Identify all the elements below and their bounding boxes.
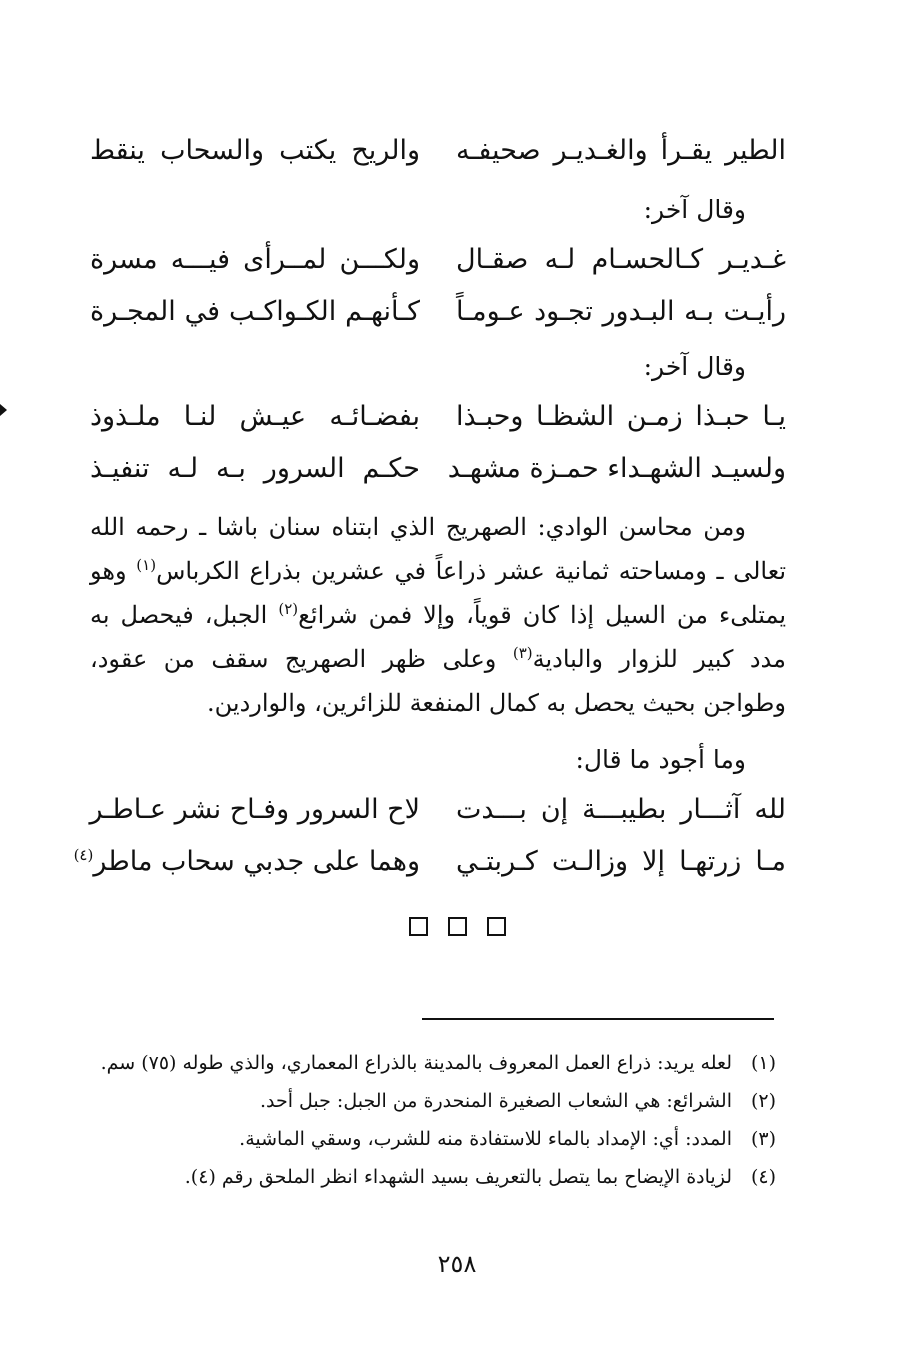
verse-first-hemistich: الطير يقـرأ والغـديـر صحيفـه	[456, 134, 786, 166]
prose-paragraph	[90, 505, 786, 725]
footnotes	[80, 1044, 776, 1196]
footnote	[80, 1082, 776, 1120]
paragraph-text: الجبل، فيحصل به مدد كبير للزوار والبادية	[90, 601, 786, 673]
footnote-divider	[422, 1018, 774, 1020]
paragraph-text: وهو يمتلىء من السيل إذا كان قوياً، وإلا فمن شرائع	[90, 557, 787, 629]
footnote	[80, 1120, 776, 1158]
square-ornament-icon	[448, 917, 467, 936]
verse-line	[90, 124, 786, 176]
verse-line	[90, 390, 786, 442]
verse-second-hemistich: لاح السرور وفـاح نشر عـاطـر	[89, 793, 420, 825]
footnote-number: (١)	[750, 1052, 776, 1074]
paragraph-text: وعلى ظهر الصهريج سقف من عقود، وطواجن بحيث يحصل به كمال المنفعة للزائرين، والواردين.	[90, 645, 786, 717]
footnote-ref[interactable]: (١)	[136, 556, 157, 574]
footnote-number: (٢)	[750, 1090, 776, 1112]
square-ornament-icon	[487, 917, 506, 936]
footnote	[80, 1158, 776, 1196]
footnote-number: (٣)	[750, 1128, 776, 1150]
verse-line	[90, 285, 786, 337]
verse-line	[73, 835, 786, 887]
footnote-text: لعله يريد: ذراع العمل المعروف بالمدينة بالذراع المعماري، والذي طوله (٧٥) سم.	[100, 1052, 732, 1074]
margin-arrow-icon	[0, 404, 7, 416]
verse-first-hemistich: ولسيـد الشهـداء حمـزة مشهـد	[447, 452, 786, 484]
verse-line	[90, 783, 786, 835]
verse-first-hemistich: مـا زرتهـا إلا وزالـت كـربتـي	[456, 845, 786, 877]
page-number: ٢٥٨	[437, 1250, 477, 1278]
verse-second-hemistich: كـأنهـم الكـواكـب في المجـرة	[90, 295, 420, 327]
verse-first-hemistich: يـا حبـذا زمـن الشظـا وحبـذا	[456, 400, 786, 432]
footnote-text: المدد: أي: الإمداد بالماء للاستفادة منه للشرب، وسقي الماشية.	[239, 1128, 732, 1150]
verse-first-hemistich: غـديـر كـالحسـام لـه صقـال	[456, 243, 786, 275]
verse-line	[90, 233, 786, 285]
verse-intro: وقال آخر:	[643, 195, 746, 224]
footnote	[80, 1044, 776, 1082]
verse-second-hemistich: بفضـائـه عيـش لنـا ملـذوذ	[90, 400, 420, 432]
footnote-ref[interactable]: (٤)	[73, 845, 94, 864]
footnote-number: (٤)	[750, 1166, 776, 1188]
footnote-text: الشرائع: هي الشعاب الصغيرة المنحدرة من الجبل: جبل أحد.	[259, 1090, 732, 1112]
footnote-ref[interactable]: (٣)	[512, 644, 533, 662]
verse-intro: وما أجود ما قال:	[575, 745, 746, 774]
footnote-text: لزيادة الإيضاح بما يتصل بالتعريف بسيد الشهداء انظر الملحق رقم (٤).	[184, 1166, 732, 1188]
verse-second-hemistich	[73, 845, 420, 877]
verse-first-hemistich: لله آثـــار بطيبـــة إن بـــدت	[456, 793, 786, 825]
verse-line	[90, 442, 786, 494]
verse-second-hemistich: والريح يكتب والسحاب ينقط	[90, 134, 420, 166]
verse-first-hemistich: رأيـت بـه البـدور تجـود عـومـاً	[456, 295, 786, 327]
verse-second-hemistich: ولكـــن لمــرأى فيـــه مسرة	[90, 243, 420, 275]
square-ornament-icon	[409, 917, 428, 936]
footnote-ref[interactable]: (٢)	[278, 600, 299, 618]
verse-second-hemistich: حكـم السرور بـه لـه تنفيـذ	[90, 452, 420, 484]
verse-second-hemistich-text: وهما على جدبي سحاب ماطر	[93, 845, 420, 877]
verse-intro: وقال آخر:	[643, 352, 746, 381]
paragraph-text: ومن محاسن الوادي: الصهريج الذي ابتناه سنان باشا ـ رحمه الله تعالى ـ ومساحته ثمانية عشر ذراعاً في عشرين بذراع الكرباس	[90, 513, 786, 585]
section-separator	[0, 910, 914, 940]
